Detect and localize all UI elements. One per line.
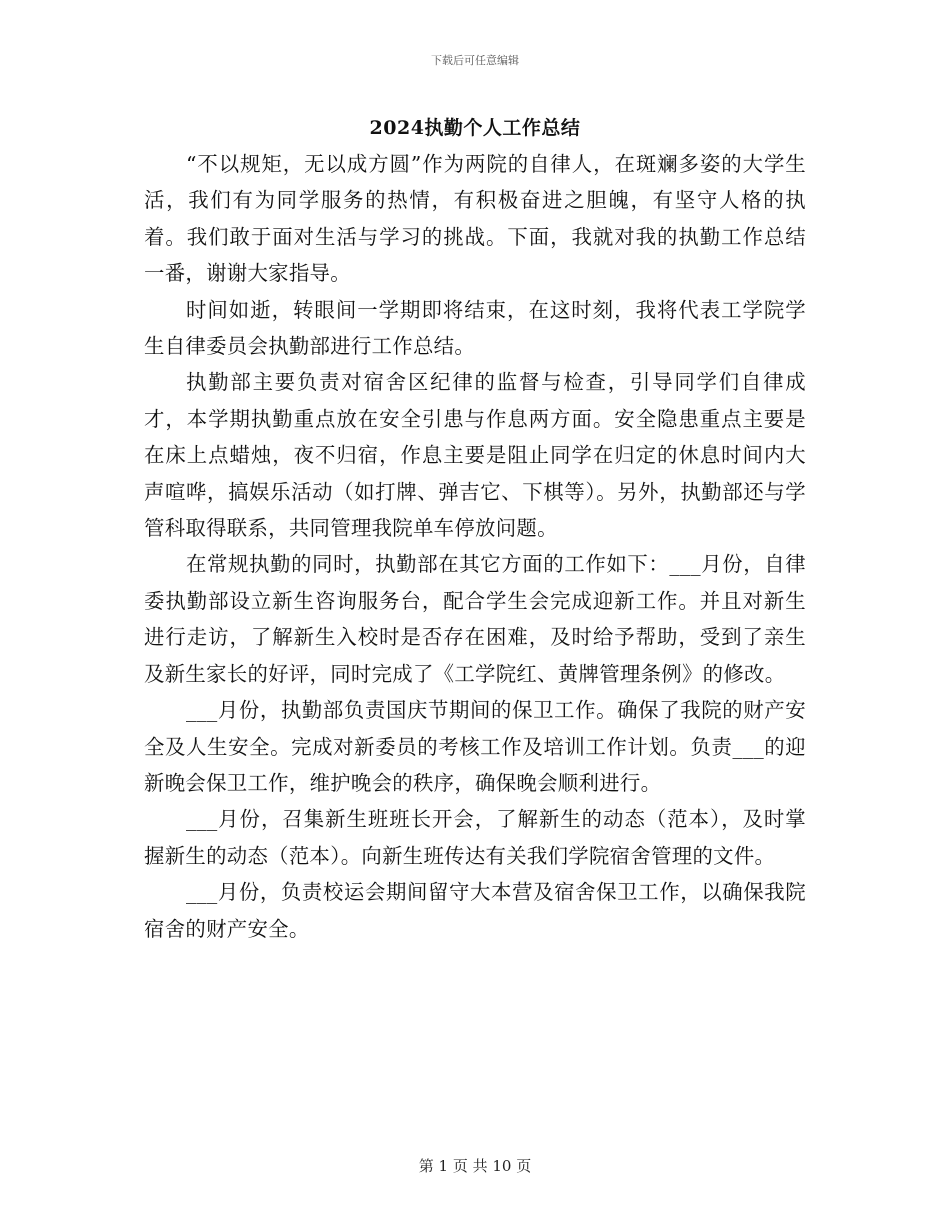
paragraph-national-day: ___月份，执勤部负责国庆节期间的保卫工作。确保了我院的财产安全及人生安全。完成对新委员的考核工作及培训工作计划。负责___的迎新晚会保卫工作，维护晚会的秩序，确保晚会顺利进行。: [144, 698, 806, 795]
paragraph-duties: 执勤部主要负责对宿舍区纪律的监督与检查，引导同学们自律成才，本学期执勤重点放在安全引患与作息两方面。安全隐患重点主要是在床上点蜡烛，夜不归宿，作息主要是阻止同学在归定的休息时间内大声喧哗，搞娱乐活动（如打牌、弹吉它、下棋等）。另外，执勤部还与学管科取得联系，共同管理我院单车停放问题。: [144, 370, 806, 541]
paragraph-semester-end: 时间如逝，转眼间一学期即将结束，在这时刻，我将代表工学院学生自律委员会执勤部进行工作总结。: [144, 297, 806, 359]
document-title: 2024执勤个人工作总结: [369, 117, 581, 139]
header-note: 下载后可任意编辑: [431, 54, 519, 67]
paragraph-other-work: 在常规执勤的同时，执勤部在其它方面的工作如下：___月份，自律委执勤部设立新生咨询服务台，配合学生会完成迎新工作。并且对新生进行走访，了解新生入校时是否存在困难，及时给予帮助，受到了亲生及新生家长的好评，同时完成了《工学院红、黄牌管理条例》的修改。: [144, 552, 806, 686]
page-number: 第 1 页 共 10 页: [418, 1157, 532, 1175]
paragraph-class-monitors: ___月份，召集新生班班长开会，了解新生的动态（范本），及时掌握新生的动态（范本）。向新生班传达有关我们学院宿舍管理的文件。: [144, 807, 806, 868]
document-body: [144, 146, 806, 947]
paragraph-intro: “不以规矩，无以成方圆”作为两院的自律人，在斑斓多姿的大学生活，我们有为同学服务的热情，有积极奋进之胆魄，有坚守人格的执着。我们敢于面对生活与学习的挑战。下面，我就对我的执勤工作总结一番，谢谢大家指导。: [144, 152, 806, 286]
paragraph-sports-meet: ___月份，负责校运会期间留守大本营及宿舍保卫工作，以确保我院宿舍的财产安全。: [144, 880, 806, 941]
